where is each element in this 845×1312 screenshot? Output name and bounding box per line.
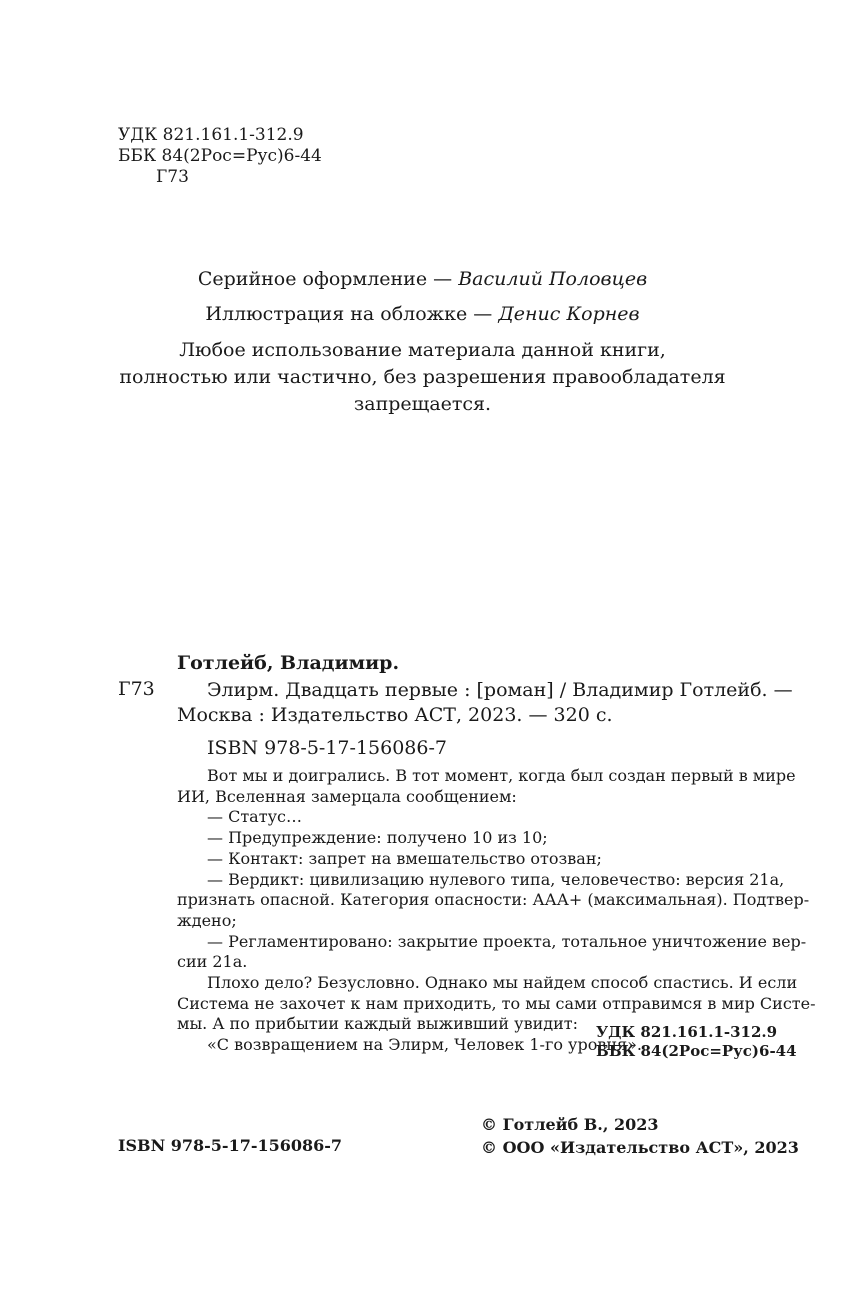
- series-designer-name: Василий Половцев: [458, 268, 648, 290]
- annotation-line: ждено;: [177, 910, 237, 930]
- copyright-block: [481, 1113, 799, 1159]
- annotation-line: признать опасной. Категория опасности: ААА+ (максимальная). Подтвер-: [177, 890, 810, 910]
- annotation-line: — Вердикт: цивилизацию нулевого типа, человечество: версия 21а,: [207, 869, 785, 889]
- annotation-line: Система не захочет к нам приходить, то мы сами отправимся в мир Систе-: [177, 993, 816, 1013]
- annotation-line: — Контакт: запрет на вмешательство отозван;: [207, 848, 602, 868]
- series-design-label: Серийное оформление —: [197, 268, 459, 290]
- annotation-line: «С возвращением на Элирм, Человек 1-го уровня».: [207, 1035, 642, 1055]
- annotation-line: — Статус…: [207, 807, 302, 827]
- bib-line: Москва : Издательство АСТ, 2023. — 320 с.: [177, 704, 613, 726]
- bib-author: Готлейб, Владимир.: [177, 652, 400, 674]
- bib-description: [177, 678, 793, 728]
- bottom-udk-code: УДК 821.161.1-312.9: [596, 1023, 778, 1041]
- bottom-bbk-code: ББК 84(2Рос=Рус)6-44: [596, 1042, 797, 1060]
- copyright-author: © Готлейб В., 2023: [481, 1115, 659, 1134]
- rights-line: запрещается.: [353, 393, 492, 415]
- annotation-line: ИИ, Вселенная замерцала сообщением:: [177, 786, 517, 806]
- top-bbk-code: ББК 84(2Рос=Рус)6-44: [118, 146, 322, 166]
- annotation-line: Вот мы и доигрались. В тот момент, когда был создан первый в мире: [207, 766, 796, 785]
- rights-line: Любое использование материала данной книги,: [179, 339, 666, 361]
- annotation-line: сии 21а.: [177, 952, 248, 972]
- annotation-line: Плохо дело? Безусловно. Однако мы найдем способ спастись. И если: [207, 973, 798, 993]
- bib-author-mark: Г73: [118, 678, 155, 700]
- copyright-publisher: © ООО «Издательство АСТ», 2023: [481, 1138, 799, 1157]
- cover-illustration-credit: [0, 303, 845, 325]
- top-author-mark: Г73: [156, 167, 189, 187]
- bib-line: Элирм. Двадцать первые : [роман] / Владимир Готлейб. —: [207, 679, 793, 701]
- bib-isbn: ISBN 978-5-17-156086-7: [207, 737, 447, 759]
- footer-isbn: ISBN 978-5-17-156086-7: [118, 1136, 343, 1155]
- cover-illustrator-name: Денис Корнев: [498, 303, 640, 325]
- rights-notice: [0, 337, 845, 418]
- series-design-credit: [0, 268, 845, 290]
- annotation-line: мы. А по прибытии каждый выживший увидит:: [177, 1014, 578, 1034]
- annotation-line: — Предупреждение: получено 10 из 10;: [207, 828, 548, 848]
- bottom-codes: [596, 1023, 797, 1061]
- cover-illustration-label: Иллюстрация на обложке —: [205, 303, 499, 325]
- annotation: [177, 766, 816, 1056]
- rights-line: полностью или частично, без разрешения правообладателя: [119, 366, 726, 388]
- top-udk-code: УДК 821.161.1-312.9: [118, 125, 304, 145]
- annotation-line: — Регламентировано: закрытие проекта, тотальное уничтожение вер-: [207, 931, 807, 951]
